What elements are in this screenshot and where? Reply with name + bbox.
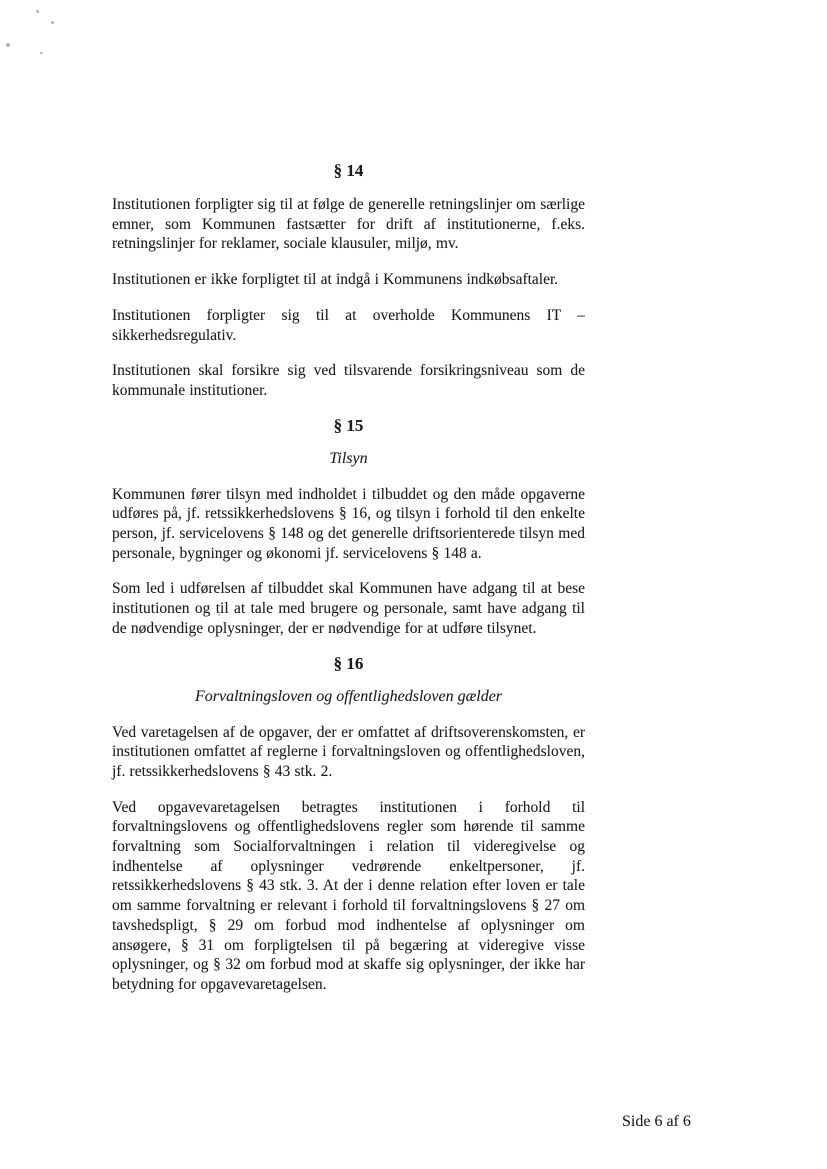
paragraph-15-1: Kommunen fører tilsyn med indholdet i tilbuddet og den måde opgaverne udføres på, jf. retssikkerhedslovens § 16, og tilsyn i forhold til den enkelte person, jf. servicelovens § 148 og det generelle driftsorienterede tilsyn med personale, bygninger og økonomi jf. servicelovens § 148 a. — [112, 485, 585, 562]
section-heading-16: § 16 — [333, 653, 364, 673]
page-number: Side 6 af 6 — [622, 1113, 691, 1130]
paragraph-16-1: Ved varetagelsen af de opgaver, der er omfattet af driftsoverenskomsten, er institutionen omfattet af reglerne i forvaltningsloven og offentlighedsloven, jf. retssikkerhedslovens § 43 stk. 2. — [112, 723, 585, 780]
scan-artifact — [6, 43, 10, 47]
paragraph-14-1: Institutionen forpligter sig til at følge de generelle retningslinjer om særlige emner, som Kommunen fastsætter for drift af institutionerne, f.eks. retningslinjer for reklamer, sociale klausuler, miljø, mv. — [112, 196, 585, 253]
section-heading-14: § 14 — [333, 161, 364, 180]
paragraph-14-2: Institutionen er ikke forpligtet til at indgå i Kommunens indkøbsaftaler. — [112, 271, 559, 289]
section-subtitle-16: Forvaltningsloven og offentlighedsloven gælder — [194, 687, 503, 705]
section-subtitle-15: Tilsyn — [329, 449, 368, 467]
document-content — [112, 162, 585, 1011]
scan-artifact — [51, 21, 54, 24]
scan-artifact — [40, 52, 43, 54]
paragraph-14-4: Institutionen skal forsikre sig ved tilsvarende forsikringsniveau som de kommunale institutioner. — [112, 362, 585, 399]
paragraph-15-2: Som led i udførelsen af tilbuddet skal Kommunen have adgang til at bese institutionen og til at tale med brugere og personale, samt have adgang til de nødvendige oplysninger, der er nødvendige for at udføre tilsynet. — [112, 580, 585, 637]
scan-artifact — [36, 10, 39, 13]
paragraph-16-2: Ved opgavevaretagelsen betragtes institutionen i forhold til forvaltningslovens og offentlighedslovens regler som hørende til samme forvaltning som Socialforvaltningen i relation til videregivelse og indhentelse af oplysninger vedrørende enkeltpersoner, jf. retssikkerhedslovens § 43 stk. 3. At der i denne relation efter loven er tale om samme forvaltning er relevant i forhold til forvaltningslovens § 27 om tavshedspligt, § 29 om forbud mod indhentelse af oplysninger om ansøgere, § 31 om forpligtelsen til på begæring at videregive visse oplysninger, og § 32 om forbud mod at skaffe sig oplysninger, der ikke har betydning for opgavevaretagelsen. — [112, 798, 585, 993]
section-heading-15: § 15 — [333, 415, 364, 435]
paragraph-14-3: Institutionen forpligter sig til at overholde Kommunens IT – sikkerhedsregulativ. — [112, 306, 585, 344]
